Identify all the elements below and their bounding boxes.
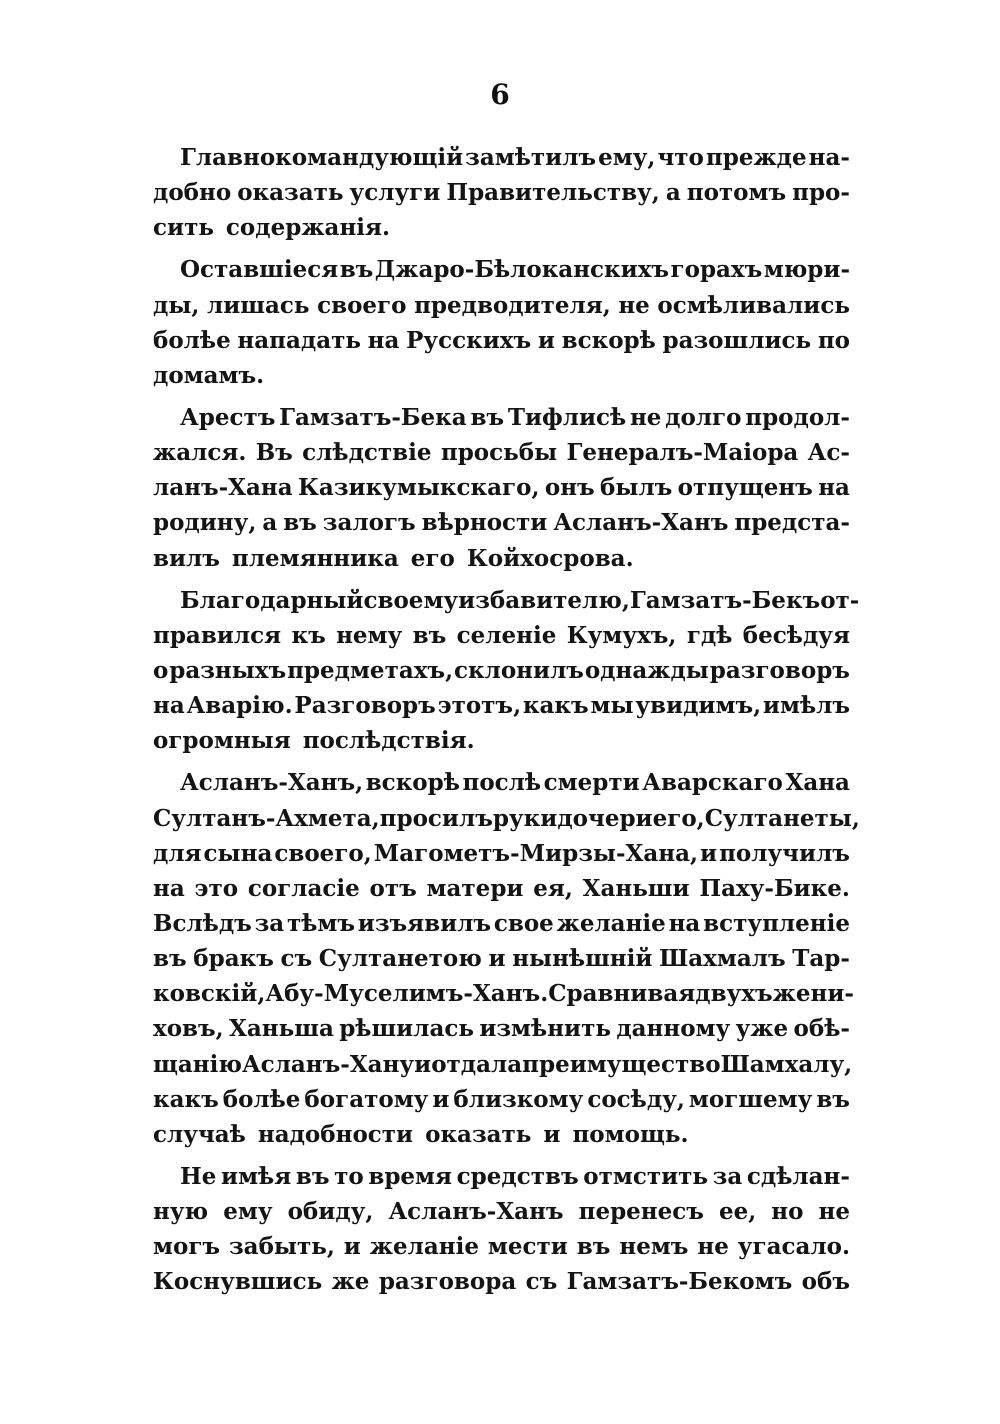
text-line: въ бракъ съ Султанетою и нынѣшній Шахмалъ Тар- bbox=[153, 945, 850, 973]
text-line: правился къ нему въ селеніе Кумухъ, гдѣ бесѣдуя bbox=[153, 621, 850, 649]
paragraph bbox=[153, 765, 860, 1152]
text-line: Султанъ-Ахмета, просилъ руки дочери его, Султанеты, bbox=[153, 804, 860, 832]
paragraph-gap bbox=[153, 576, 850, 583]
body-text bbox=[153, 140, 860, 1300]
text-line: на это согласіе отъ матери ея, Ханьши Паху-Бике. bbox=[153, 874, 850, 902]
text-line: добно оказать услуги Правительству, а потомъ про- bbox=[153, 179, 850, 207]
text-line: Главнокомандующій замѣтилъ ему, что прежде на- bbox=[180, 144, 850, 171]
paragraph-gap bbox=[153, 393, 850, 400]
text-line: жался. Въ слѣдствіе просьбы Генералъ-Маіора Ас- bbox=[153, 439, 850, 467]
text-line: какъ болѣе богатому и близкому сосѣду, могшему въ bbox=[153, 1085, 850, 1113]
text-line: Благодарный своему избавителю, Гамзатъ-Бекъ от- bbox=[180, 586, 860, 614]
text-line: ковскій, Абу-Муселимъ-Ханъ. Сравнивая двухъ жени- bbox=[153, 980, 854, 1008]
paragraph-gap bbox=[153, 758, 850, 765]
text-line: родину, а въ залогъ вѣрности Асланъ-Ханъ предста- bbox=[153, 509, 850, 537]
page-number: 6 bbox=[490, 78, 510, 111]
paragraph bbox=[153, 140, 850, 245]
text-line: Не имѣя въ то время средствъ отмстить за сдѣлан- bbox=[180, 1162, 850, 1190]
text-line: вилъ племянника его Койхосрова. bbox=[153, 544, 634, 572]
text-line: ную ему обиду, Асланъ-Ханъ перенесъ ее, но не bbox=[153, 1198, 850, 1226]
text-line: случаѣ надобности оказать и помощь. bbox=[153, 1120, 689, 1148]
text-line: щанію Асланъ-Хану и отдала преимущество Шамхалу, bbox=[153, 1050, 853, 1078]
text-line: для сына своего, Магометъ-Мирзы-Хана, и получилъ bbox=[153, 839, 850, 867]
text-line: Коснувшись же разговора съ Гамзатъ-Бекомъ объ bbox=[153, 1268, 850, 1296]
text-line: Вслѣдъ за тѣмъ изъявилъ свое желаніе на вступленіе bbox=[153, 909, 850, 937]
paragraph bbox=[153, 1159, 850, 1300]
text-line: огромныя послѣдствія. bbox=[153, 727, 475, 755]
text-line: ды, лишась своего предводителя, не осмѣливались bbox=[153, 291, 850, 319]
text-line: на Аварію. Разговоръ этотъ, какъ мы увидимъ, имѣлъ bbox=[153, 692, 850, 720]
text-line: ховъ, Ханьша рѣшилась измѣнить данному уже обѣ- bbox=[153, 1015, 850, 1043]
paragraph bbox=[153, 400, 850, 576]
text-line: Оставшіеся въ Джаро-Бѣлоканскихъ горахъ мюри- bbox=[180, 256, 850, 284]
paragraph bbox=[153, 252, 850, 393]
paragraph-gap bbox=[153, 245, 850, 252]
text-line: Асланъ-Ханъ, вскорѣ послѣ смерти Аварскаго Хана bbox=[180, 769, 850, 797]
text-line: сить содержанія. bbox=[153, 214, 391, 242]
text-line: могъ забыть, и желаніе мести въ немъ не угасало. bbox=[153, 1233, 850, 1261]
paragraph-gap bbox=[153, 1152, 850, 1159]
text-line: о разныхъ предметахъ, склонилъ однажды разговоръ bbox=[153, 656, 850, 684]
paragraph bbox=[153, 583, 860, 759]
text-line: ланъ-Хана Казикумыкскаго, онъ былъ отпущенъ на bbox=[153, 474, 850, 502]
text-line: домамъ. bbox=[153, 361, 265, 389]
text-line: Арестъ Гамзатъ-Бека въ Тифлисѣ не долго продол- bbox=[180, 403, 850, 431]
text-line: болѣе нападать на Русскихъ и вскорѣ разошлись по bbox=[153, 326, 850, 354]
